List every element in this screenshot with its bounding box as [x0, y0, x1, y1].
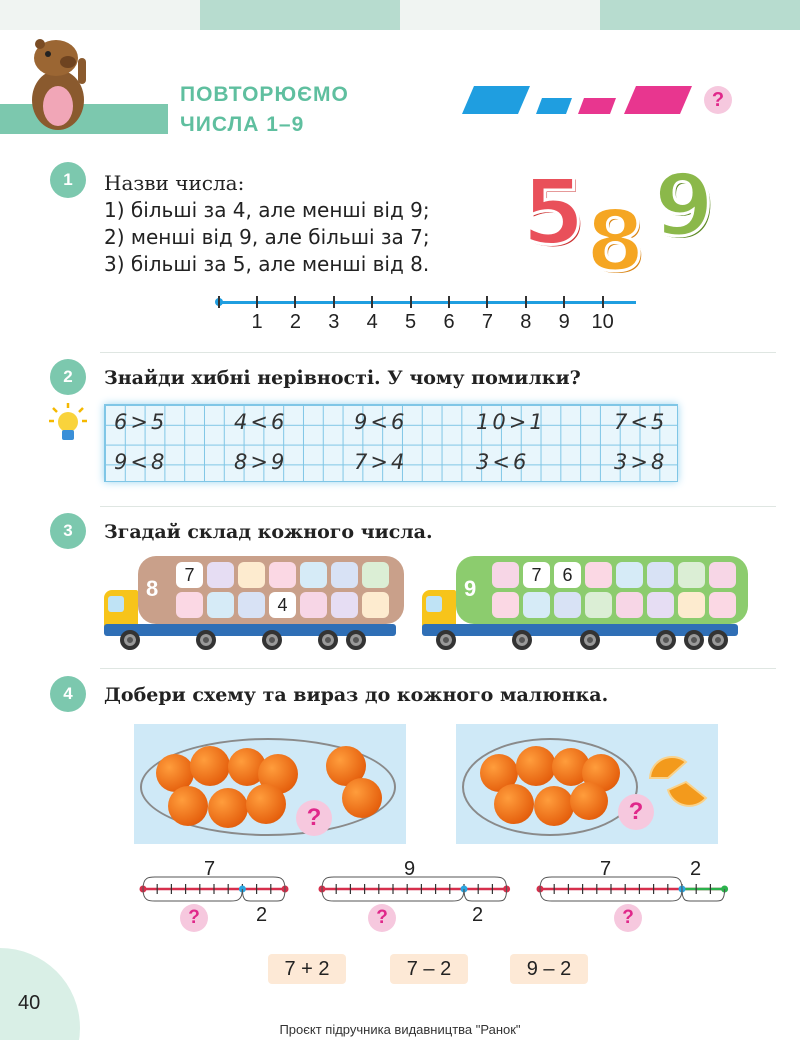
truck-cell[interactable]: 7 [523, 562, 550, 588]
level-parallelograms [460, 84, 700, 116]
number-line-label: 6 [443, 311, 455, 333]
scheme1-bottom: 2 [256, 904, 268, 926]
page-number: 40 [18, 992, 41, 1014]
inequality[interactable]: 6>5 [114, 410, 168, 434]
task1-line3: 3) більші за 5, але менші від 8. [104, 252, 430, 276]
inequality[interactable]: 9<6 [354, 410, 408, 434]
truck-cell[interactable]: 4 [269, 592, 296, 618]
decorative-digit-8: 8 [586, 192, 645, 290]
truck1-window [108, 596, 124, 612]
truck-cell[interactable]: 6 [554, 562, 581, 588]
expression-card[interactable]: 7 + 2 [268, 954, 346, 984]
scheme3-top-right: 2 [690, 858, 702, 880]
orange [570, 782, 608, 820]
top-bar-1 [0, 0, 200, 30]
number-line-label: 8 [520, 311, 532, 333]
orange [494, 784, 534, 824]
truck-cell[interactable] [647, 592, 674, 618]
number-line-label: 4 [366, 311, 378, 333]
number-line-label: 9 [558, 311, 570, 333]
scheme2-top: 9 [404, 858, 416, 880]
number-line-tick [410, 296, 412, 308]
capybara-mascot [18, 36, 98, 132]
truck1-total: 8 [146, 576, 159, 601]
expression-card[interactable]: 7 – 2 [390, 954, 468, 984]
top-bar-2 [200, 0, 400, 30]
truck-cell[interactable] [616, 592, 643, 618]
scheme2-bottom: 2 [472, 904, 484, 926]
publisher-credit: Проєкт підручника видавництва "Ранок" [279, 1022, 521, 1037]
wheel [580, 630, 600, 650]
truck-cell[interactable] [238, 592, 265, 618]
inequality[interactable]: 3>8 [614, 450, 668, 474]
task1-line0: Назви числа: [104, 171, 245, 195]
truck-cell[interactable]: 7 [176, 562, 203, 588]
number-line-tick [218, 296, 220, 308]
separator-2 [100, 506, 776, 507]
wheel [512, 630, 532, 650]
wheel [708, 630, 728, 650]
truck-cell[interactable] [207, 592, 234, 618]
truck2-total: 9 [464, 576, 477, 601]
number-line-tick [563, 296, 565, 308]
number-line-tick [294, 296, 296, 308]
inequality[interactable]: 9<8 [114, 450, 168, 474]
wheel [346, 630, 366, 650]
task1-number: 1 [50, 162, 86, 198]
number-line-label: 10 [591, 311, 614, 333]
expression-card[interactable]: 9 – 2 [510, 954, 588, 984]
orange [534, 786, 574, 826]
truck-cell[interactable] [331, 592, 358, 618]
truck-cell[interactable] [300, 562, 327, 588]
truck-cell[interactable] [709, 562, 736, 588]
task2-text: Знайди хибні нерівності. У чому помилки? [104, 367, 581, 389]
number-line-tick [371, 296, 373, 308]
truck-cell[interactable] [207, 562, 234, 588]
lightbulb-icon [48, 402, 88, 446]
wheel [196, 630, 216, 650]
wheel [318, 630, 338, 650]
wheel [120, 630, 140, 650]
truck-cell[interactable] [362, 562, 389, 588]
number-line-tick [486, 296, 488, 308]
orange [246, 784, 286, 824]
schemes [0, 860, 800, 940]
inequality[interactable]: 8>9 [234, 450, 288, 474]
task1-line2: 2) менші від 9, але більші за 7; [104, 225, 430, 249]
top-bar-3 [400, 0, 600, 30]
orange [208, 788, 248, 828]
wheel [262, 630, 282, 650]
task1-text [104, 170, 430, 278]
picture1-question-mark: ? [296, 800, 332, 836]
number-line-label: 2 [289, 311, 301, 333]
separator-1 [100, 352, 776, 353]
inequality[interactable]: 4<6 [234, 410, 288, 434]
header-title [180, 80, 349, 140]
number-line-tick [525, 296, 527, 308]
truck-cell[interactable] [238, 562, 265, 588]
truck-cell[interactable] [585, 562, 612, 588]
wheel [656, 630, 676, 650]
task2-number: 2 [50, 359, 86, 395]
truck-cell[interactable] [554, 592, 581, 618]
orange [516, 746, 556, 786]
truck-cell[interactable] [647, 562, 674, 588]
truck-cell[interactable] [678, 562, 705, 588]
scheme2-question-mark: ? [368, 904, 396, 932]
task3-text: Згадай склад кожного числа. [104, 521, 433, 543]
truck-cell[interactable] [300, 592, 327, 618]
task4-text: Добери схему та вираз до кожного малюнка. [104, 684, 609, 706]
task3-number: 3 [50, 513, 86, 549]
oranges-picture-2 [456, 724, 718, 844]
orange-slices-icon [646, 754, 710, 812]
truck-cell[interactable] [678, 592, 705, 618]
top-bar-4 [600, 0, 800, 30]
number-line-tick [448, 296, 450, 308]
header-question-mark: ? [704, 86, 732, 114]
wheel [436, 630, 456, 650]
number-line-label: 5 [405, 311, 417, 333]
orange [342, 778, 382, 818]
decorative-digit-5: 5 [522, 160, 585, 265]
number-line-label: 3 [328, 311, 340, 333]
header-title-line1: ПОВТОРЮЄМО [180, 83, 349, 106]
oranges-picture-1 [134, 724, 406, 844]
number-line-tick [602, 296, 604, 308]
truck-cell[interactable] [331, 562, 358, 588]
scheme1-question-mark: ? [180, 904, 208, 932]
scheme3-top: 7 [600, 858, 612, 880]
number-line-tick [256, 296, 258, 308]
separator-3 [100, 668, 776, 669]
number-line-label: 1 [251, 311, 263, 333]
orange [190, 746, 230, 786]
truck-cell[interactable] [492, 592, 519, 618]
truck-cell[interactable] [616, 562, 643, 588]
scheme3-question-mark: ? [614, 904, 642, 932]
number-line-label: 7 [481, 311, 493, 333]
inequality[interactable]: 3<6 [476, 450, 530, 474]
task1-line1: 1) більші за 4, але менші від 9; [104, 198, 430, 222]
number-line [218, 301, 636, 304]
truck2-window [426, 596, 442, 612]
truck-cell[interactable] [709, 592, 736, 618]
number-line-tick [333, 296, 335, 308]
inequality[interactable]: 7<5 [614, 410, 668, 434]
picture2-question-mark: ? [618, 794, 654, 830]
scheme1-top: 7 [204, 858, 216, 880]
inequality[interactable]: 10>1 [476, 410, 546, 434]
scheme-brace [143, 889, 242, 901]
scheme-brace [242, 889, 285, 901]
truck-cell[interactable] [492, 562, 519, 588]
scheme-brace [464, 889, 507, 901]
task4-number: 4 [50, 676, 86, 712]
truck-cell[interactable] [362, 592, 389, 618]
wheel [684, 630, 704, 650]
orange [168, 786, 208, 826]
scheme-brace [682, 889, 725, 901]
inequality[interactable]: 7>4 [354, 450, 408, 474]
decorative-digit-9: 9 [654, 156, 714, 256]
header-title-line2: ЧИСЛА 1–9 [180, 113, 305, 136]
truck-cell[interactable] [585, 592, 612, 618]
truck-cell[interactable] [269, 562, 296, 588]
truck-cell[interactable] [176, 592, 203, 618]
truck-cell[interactable] [523, 592, 550, 618]
